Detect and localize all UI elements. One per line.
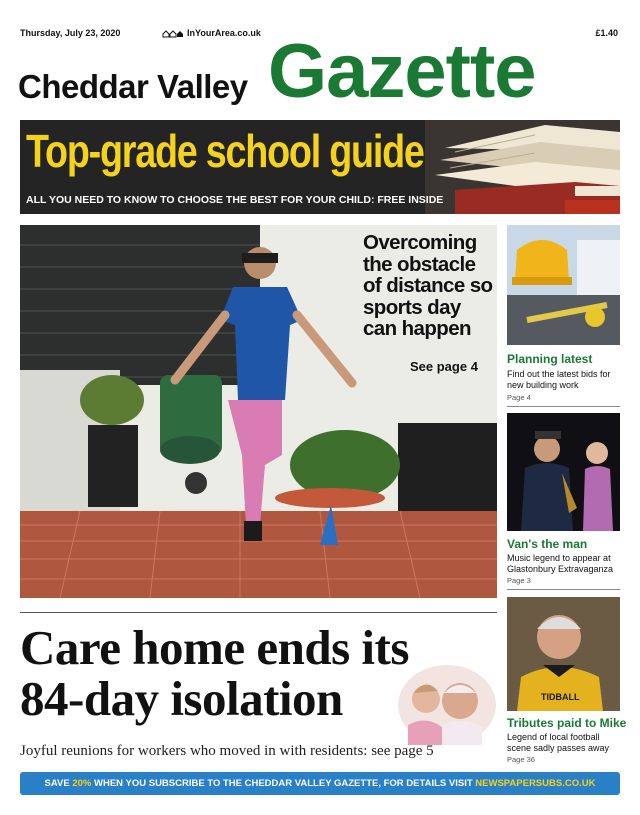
sidebar-heading-2[interactable]: Van's the man — [507, 537, 588, 551]
house-icon — [162, 29, 184, 38]
lead-photo-page-ref[interactable]: See page 4 — [410, 359, 478, 374]
main-headline-line1: Care home ends its — [20, 620, 409, 675]
reunion-photo — [398, 665, 496, 745]
sidebar-page-3: Page 36 — [507, 755, 535, 764]
sidebar-text-3: Legend of local football scene sadly passes away — [507, 732, 610, 753]
inyourarea-brand — [162, 28, 261, 38]
sidebar-page-2: Page 3 — [507, 576, 531, 585]
footer-prefix: SAVE — [44, 778, 70, 789]
lead-photo[interactable] — [20, 225, 497, 598]
books-image — [425, 120, 620, 214]
issue-date: Thursday, July 23, 2020 — [20, 28, 121, 38]
masthead-title: Gazette — [268, 29, 536, 114]
sidebar-text-1: Find out the latest bids for new building work — [507, 369, 611, 390]
sidebar-text-2: Music legend to appear at Glastonbury Extravaganza — [507, 553, 614, 574]
mike-tribute-image[interactable] — [507, 597, 620, 711]
shirt-lettering: TIDBALL — [541, 692, 580, 702]
footer-discount: 20% — [72, 778, 92, 789]
planning-image[interactable] — [507, 225, 620, 345]
sidebar-divider-1 — [507, 406, 620, 407]
sidebar-divider-2 — [507, 589, 620, 590]
footer-message: WHEN YOU SUBSCRIBE TO THE CHEDDAR VALLEY GAZETTE, FOR DETAILS VISIT — [94, 778, 473, 789]
subscribe-footer[interactable] — [20, 772, 620, 795]
main-headline[interactable] — [20, 622, 409, 725]
school-guide-headline: Top-grade school guide — [26, 125, 424, 177]
main-subhead: Joyful reunions for workers who moved in with residents: see page 5 — [20, 743, 434, 759]
sidebar-heading-3[interactable]: Tributes paid to Mike — [507, 716, 627, 730]
inyourarea-label: InYourArea.co.uk — [187, 28, 261, 38]
sidebar-page-1: Page 4 — [507, 393, 531, 402]
van-morrison-image[interactable] — [507, 413, 620, 531]
masthead-title-prefix: Cheddar Valley — [18, 68, 248, 105]
school-guide-banner[interactable] — [20, 120, 620, 214]
sidebar-heading-1[interactable]: Planning latest — [507, 352, 593, 366]
main-headline-line2: 84-day isolation — [20, 671, 343, 727]
cover-price: £1.40 — [595, 28, 618, 38]
section-divider — [20, 612, 497, 613]
footer-url-link[interactable]: NEWSPAPERSUBS.CO.UK — [475, 778, 596, 789]
lead-photo-headline: Overcoming the obstacle of distance so sports day can happen — [363, 231, 493, 341]
school-guide-subline: ALL YOU NEED TO KNOW TO CHOOSE THE BEST FOR YOUR CHILD: FREE INSIDE — [26, 194, 444, 206]
